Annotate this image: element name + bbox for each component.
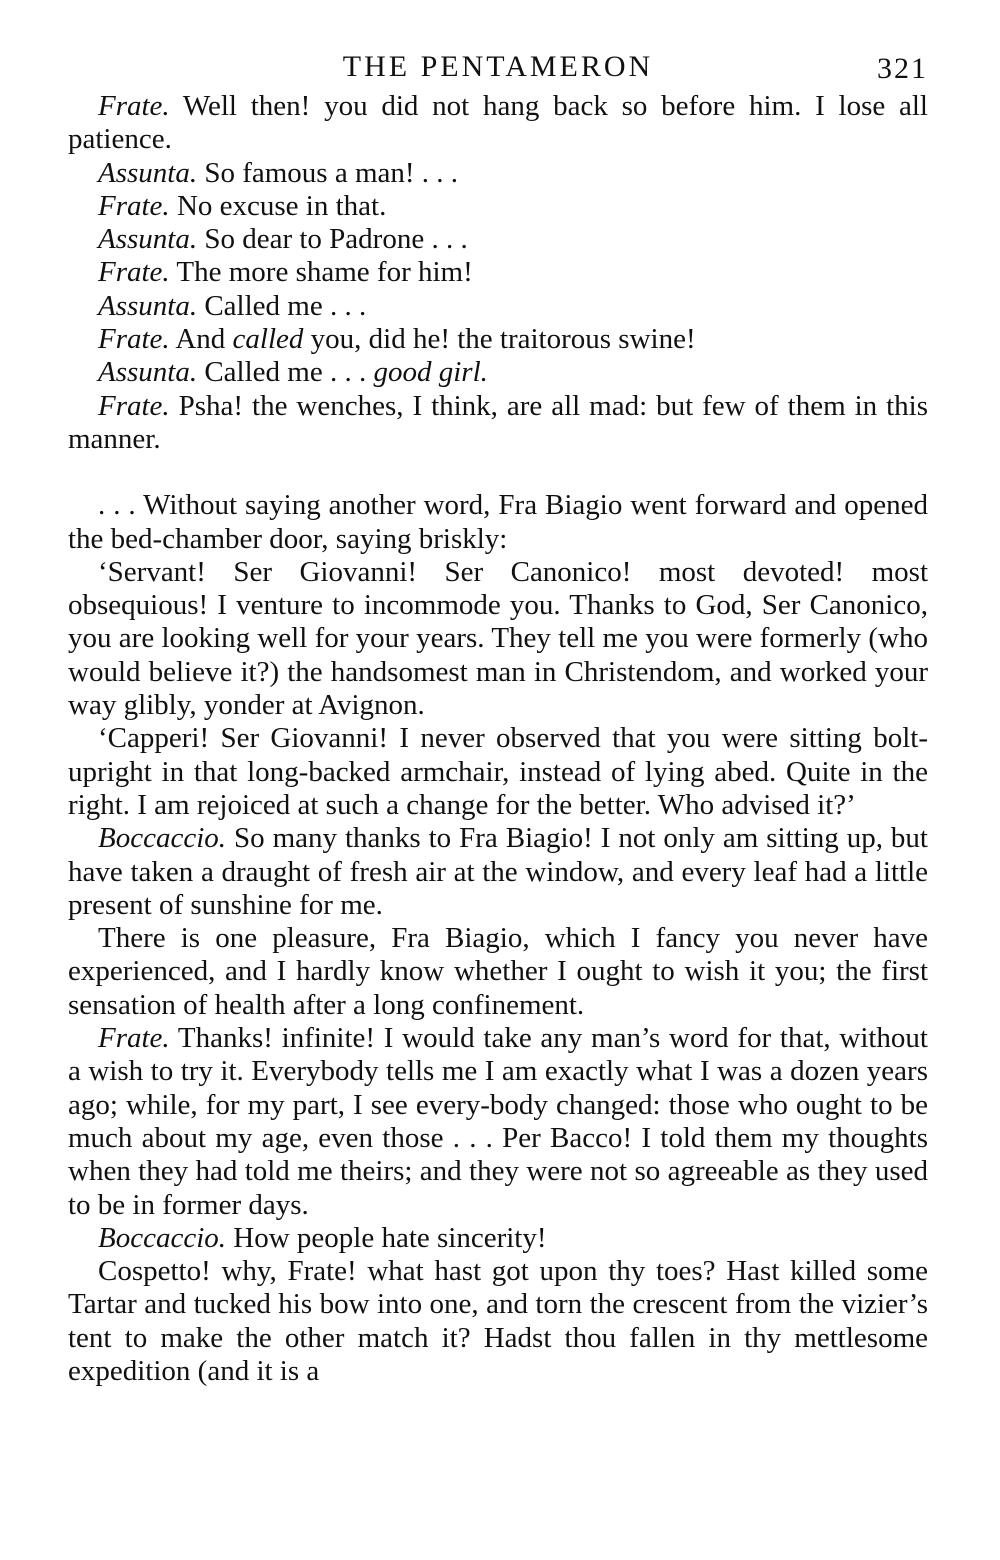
speaker: Frate. (98, 189, 170, 222)
speaker: Boccaccio. (98, 1221, 227, 1254)
dialogue-line: Assunta. Called me . . . good girl. (98, 356, 488, 389)
narrative-paragraph: ‘Capperi! Ser Giovanni! I never observed that you were sitting bolt-upright in that long-backed armchair, instead of lying abed. Quite in the right. I am rejoiced at such a change for the better. Who advised it?’ (68, 722, 928, 821)
dialogue-line: Frate. The more shame for him! (98, 256, 473, 289)
narrative-paragraph: . . . Without saying another word, Fra Biagio went forward and opened the bed-chamber door, saying briskly: (68, 489, 928, 555)
speaker: Frate. (98, 90, 170, 122)
section-break (68, 456, 928, 489)
speaker: Frate. (98, 323, 170, 356)
dialogue-line: Frate. And called you, did he! the traitorous swine! (98, 323, 696, 356)
dialogue-line: Frate. No excuse in that. (98, 189, 387, 222)
speaker: Assunta. (98, 289, 198, 322)
book-page (68, 48, 928, 1388)
speaker: Frate. (98, 1022, 170, 1055)
dialogue-paragraph: There is one pleasure, Fra Biagio, which I fancy you never have experienced, and I hardly know whether I ought to wish it you; the first sensation of health after a long confinement. (68, 922, 928, 1021)
speaker: Assunta. (98, 156, 198, 189)
dialogue-line: Frate. Well then! you did not hang back so before him. I lose all patience. (68, 90, 928, 156)
dialogue-line: Boccaccio. So many thanks to Fra Biagio! I not only am sitting up, but have taken a draught of fresh air at the window, and every leaf had a little present of sunshine for me. (68, 822, 928, 921)
speaker: Frate. (98, 256, 170, 289)
dialogue-line: Assunta. So famous a man! . . . (98, 156, 459, 189)
running-title: THE PENTAMERON (342, 50, 654, 83)
dialogue-paragraph: Cospetto! why, Frate! what hast got upon thy toes? Hast killed some Tartar and tucked his bow into one, and torn the crescent from the vizier’s tent to make the other match it? Hadst thou fallen in thy mettlesome expedition (and it is a (68, 1255, 928, 1387)
dialogue-line: Assunta. Called me . . . (98, 289, 367, 322)
running-header (68, 48, 928, 88)
narrative-paragraph: ‘Servant! Ser Giovanni! Ser Canonico! most devoted! most obsequious! I venture to incommode you. Thanks to God, Ser Canonico, you are looking well for your years. They tell me you were formerly (who would believe it?) the handsomest man in Christendom, and worked your way glibly, yonder at Avignon. (68, 555, 928, 722)
dialogue-line: Boccaccio. How people hate sincerity! (98, 1221, 547, 1254)
page-number: 321 (877, 52, 928, 85)
speaker: Frate. (98, 389, 170, 422)
dialogue-line: Frate. Thanks! infinite! I would take any man’s word for that, without a wish to try it. Everybody tells me I am exactly what I was a dozen years ago; while, for my part, I see every-body changed: those who ought to be much about my age, even those . . . Per Bacco! I told them my thoughts when they had told me theirs; and they were not so agreeable as they used to be in former days. (68, 1022, 928, 1221)
dialogue-line: Frate. Psha! the wenches, I think, are all mad: but few of them in this manner. (68, 389, 928, 455)
speaker: Assunta. (98, 223, 198, 256)
dialogue-line: Assunta. So dear to Padrone . . . (98, 223, 468, 256)
speaker: Assunta. (98, 356, 198, 389)
speaker: Boccaccio. (98, 822, 227, 855)
